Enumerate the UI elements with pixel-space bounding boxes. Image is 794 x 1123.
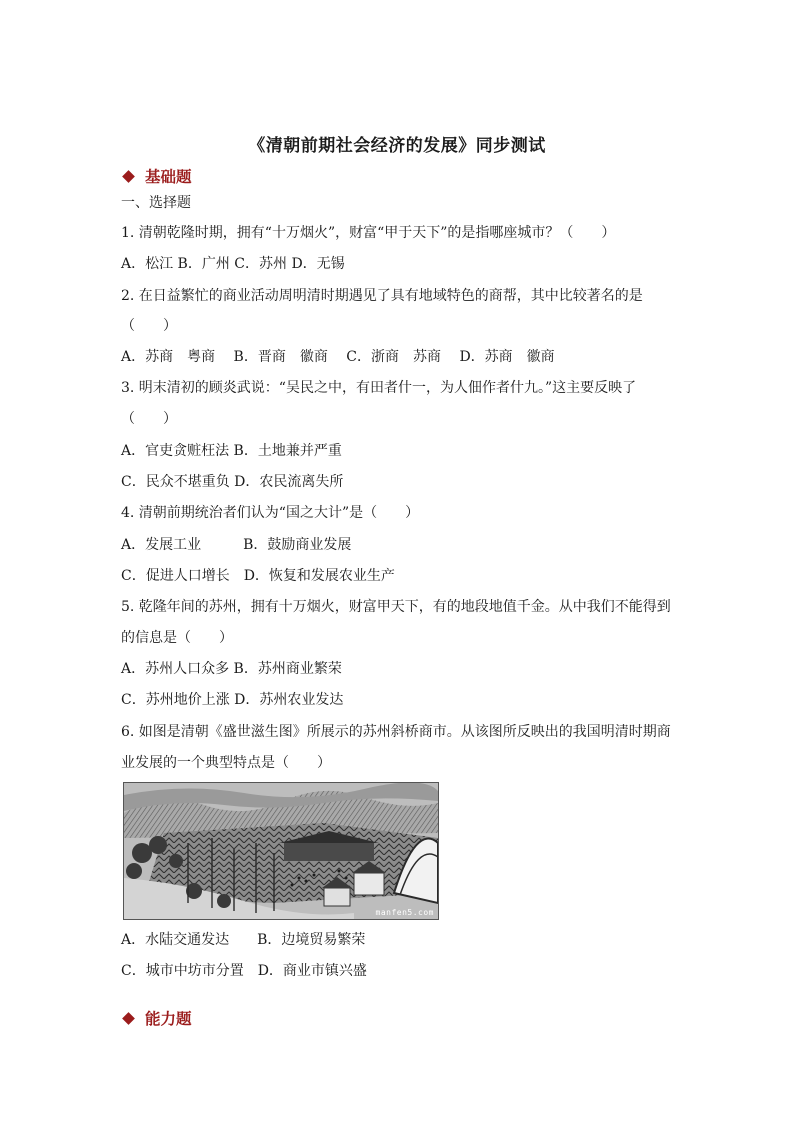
question-4-options-cd: C．促进人口增长 D．恢复和发展农业生产 bbox=[121, 568, 395, 584]
question-6-options-ab: A．水陆交通发达 B．边境贸易繁荣 bbox=[121, 932, 366, 948]
question-3-stem-cont: （ ） bbox=[121, 411, 177, 427]
section-ability-heading bbox=[121, 1007, 192, 1029]
section-basic-heading bbox=[121, 165, 192, 187]
image-watermark: manfen5.com bbox=[375, 908, 434, 917]
question-5-stem: 5. 乾隆年间的苏州，拥有十万烟火，财富甲天下，有的地段地值千金。从中我们不能得到 bbox=[121, 599, 671, 615]
question-4-options-ab: A．发展工业 B．鼓励商业发展 bbox=[121, 537, 352, 553]
suzhou-market-painting bbox=[123, 782, 439, 920]
question-1-options: A．松江 B．广州 C．苏州 D．无锡 bbox=[121, 256, 345, 272]
question-2-options: A．苏商 粤商 B．晋商 徽商 C．浙商 苏商 D．苏商 徽商 bbox=[121, 349, 555, 365]
question-6-options-cd: C．城市中坊市分置 D．商业市镇兴盛 bbox=[121, 963, 367, 979]
question-5-stem-cont: 的信息是（ ） bbox=[121, 630, 233, 646]
part-one-heading: 一、选择题 bbox=[121, 195, 191, 211]
question-5-options-ab: A．苏州人口众多 B．苏州商业繁荣 bbox=[121, 661, 342, 677]
diamond-bullet-icon bbox=[122, 170, 135, 183]
question-1-stem: 1. 清朝乾隆时期，拥有“十万烟火”，财富“甲于天下”的是指哪座城市？（ ） bbox=[121, 225, 616, 241]
question-2-stem: 2. 在日益繁忙的商业活动周明清时期遇见了具有地域特色的商帮，其中比较著名的是 bbox=[121, 288, 643, 304]
page-title: 《清朝前期社会经济的发展》同步测试 bbox=[248, 136, 546, 156]
question-6-stem: 6. 如图是清朝《盛世滋生图》所展示的苏州斜桥商市。从该图所反映出的我国明清时期商 bbox=[121, 724, 671, 740]
question-4-stem: 4. 清朝前期统治者们认为“国之大计”是（ ） bbox=[121, 505, 420, 521]
question-3-options-cd: C．民众不堪重负 D．农民流离失所 bbox=[121, 474, 344, 490]
question-5-options-cd: C．苏州地价上涨 D．苏州农业发达 bbox=[121, 692, 344, 708]
question-2-stem-cont: （ ） bbox=[121, 318, 177, 334]
painting-illustration bbox=[124, 783, 438, 919]
section-basic-label: 基础题 bbox=[145, 167, 192, 186]
diamond-bullet-icon bbox=[122, 1012, 135, 1025]
section-ability-label: 能力题 bbox=[145, 1009, 192, 1028]
question-3-options-ab: A．官吏贪赃枉法 B．土地兼并严重 bbox=[121, 443, 342, 459]
question-3-stem: 3. 明末清初的顾炎武说：“吴民之中，有田者什一，为人佃作者什九。”这主要反映了 bbox=[121, 380, 637, 396]
question-6-stem-cont: 业发展的一个典型特点是（ ） bbox=[121, 755, 331, 771]
